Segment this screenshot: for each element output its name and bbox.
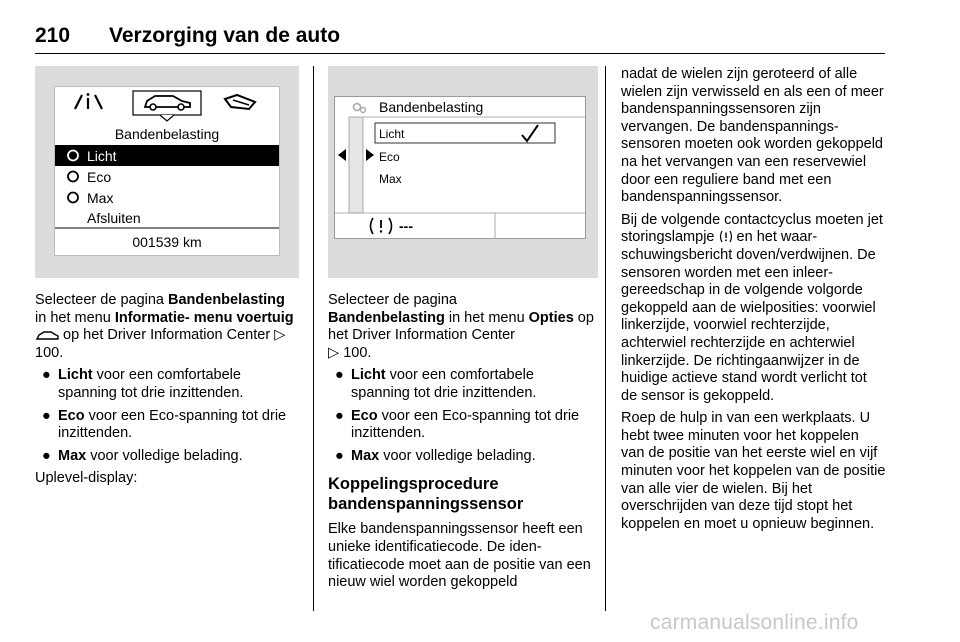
option-eco: Eco [87,169,112,185]
figure-midlevel-display [35,66,299,278]
arrow-right-icon [366,149,374,161]
list-item: ● Max voor volledige belading. [335,447,536,464]
bullet-icon: ● [42,447,51,464]
col1-intro: Selecteer de pagina Bandenbelasting in het menu Informatie- menu voertuig op het Driver Information Center ▷ 100. [35,292,294,361]
tyre-warning-icon [719,230,733,243]
midlevel-screen [54,86,280,256]
col3-paragraph-3: Roep de hulp in van een werkplaats. U hebt twee minuten voor het koppelen van de positie van het eerste wiel en vijf minuten voor het koppelen van de positie van alle vier de wielen. Bij het overschrijden van deze tijd stopt het koppelen en moet u opnieuw beginnen. [621,410,886,532]
list-item: ● Licht voor een comfortabele spanning tot drie inzittenden. [335,367,537,401]
side-scroll-bar [349,117,363,213]
car-icon [35,330,59,341]
section-heading: Koppelingsprocedure bandenspanningssensor [328,475,524,513]
uplevel-screen [334,96,586,239]
midlevel-screen-graphic [55,87,279,255]
col3-paragraph-2: Bij de volgende contactcyclus moeten jet storingslampje en het waarschuwingsbericht doven/verdwijnen. De sensoren worden met een inleergereedschap in de volgende volgorde gekoppeld aan de wielposities: voorwiel linkerzijde, voorwiel rechterzijde, achterwiel rechterzijde en achterwiel linkerzijde. De richtingaanwijzer in de huidige actieve stand wordt verlicht tot de sensor is gekoppeld. [621,211,883,404]
column-2 [328,292,594,597]
list-item: ● Max voor volledige belading. [42,447,243,464]
watermark: carmanualsonline.info [650,611,859,634]
bullet-icon: ● [335,367,344,384]
option-max: Max [87,190,114,206]
col2-intro: Selecteer de pagina Bandenbelasting in het menu Opties op het Driver Information Center ▷ 100. [328,292,594,361]
option-eco: Eco [379,150,400,164]
page-number: 210 [35,24,71,47]
figure-uplevel-display [328,66,598,278]
tab-pointer [160,115,174,121]
option-licht: Licht [87,148,117,164]
column-divider-right [605,66,606,611]
column-1 [35,292,299,493]
list-item: ● Licht voor een comfortabele spanning tot drie inzittenden. [42,367,244,401]
uplevel-title: Bandenbelasting [379,99,484,115]
bullet-icon: ● [42,367,51,384]
page-title: Verzorging van de auto [109,24,341,47]
option-exit: Afsluiten [87,210,141,226]
col1-uplevel-label: Uplevel-display: [35,470,138,487]
option-max: Max [379,172,402,186]
col3-paragraph-1: nadat de wielen zijn geroteerd of alle wielen zijn verwisseld en als een of meer bandenspanningssensoren zijn vervangen. De bandenspanningssensoren moeten ook worden gekoppeld na het vervangen van een reservewiel door een reguliere band met een bandenspanningssensor. [621,66,884,206]
page-header [35,22,885,54]
column-3 [621,66,886,538]
option-licht: Licht [379,127,405,141]
column-divider-left [313,66,314,611]
bullet-icon: ● [42,407,51,424]
radio-icon [68,193,78,203]
tyre-pressure-icon [225,95,255,109]
status-value: --- [399,218,413,234]
odometer: 001539 km [132,234,202,250]
settings-icon [354,104,366,113]
road-info-icon [75,93,102,109]
page-ref-arrow-icon: ▷ [328,344,340,361]
arrow-left-icon [338,149,346,161]
bullet-icon: ● [335,407,344,424]
bullet-icon: ● [335,447,344,464]
uplevel-screen-graphic [335,97,585,238]
page-ref-arrow-icon: ▷ [274,327,286,344]
col2-body: Elke bandenspanningssensor heeft een unieke identificatiecode. De identificatiecode moet aan de positie van een nieuw wiel worden gekoppeld [328,521,591,591]
midlevel-title: Bandenbelasting [114,126,220,142]
tyre-warning-icon [371,218,392,234]
list-item: ● Eco voor een Eco-spanning tot drie inzittenden. [335,407,580,442]
radio-icon [68,172,78,182]
list-item: ● Eco voor een Eco-spanning tot drie inzittenden. [42,407,287,442]
